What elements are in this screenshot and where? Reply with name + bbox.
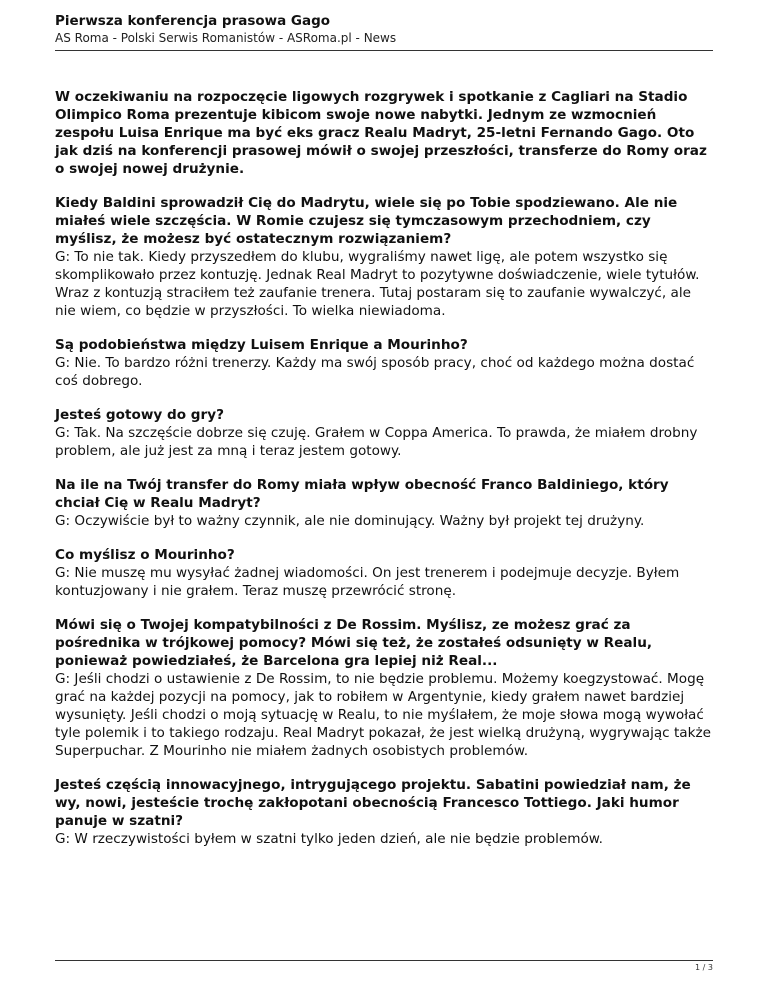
header-divider: [55, 50, 713, 51]
article-intro: W oczekiwaniu na rozpoczęcie ligowych rozgrywek i spotkanie z Cagliari na Stadio Olimpico Roma prezentuje kibicom swoje nowe nabytki. Jednym ze wzmocnień zespołu Luisa Enrique ma być eks gracz Realu Madryt, 25-letni Fernando Gago. Oto jak dziś na konferencji prasowej mówił o swojej przeszłości, transferze do Romy oraz o swojej nowej drużynie.: [55, 89, 707, 177]
interview-question: Na ile na Twój transfer do Romy miała wpływ obecność Franco Baldiniego, który chciał Cię w Realu Madryt?: [55, 477, 669, 511]
qa-item: [55, 616, 715, 760]
interview-answer: G: To nie tak. Kiedy przyszedłem do klubu, wygraliśmy nawet ligę, ale potem wszystko się skomplikowało przez kontuzję. Jednak Real Madryt to pozytywne doświadczenie, wiele tytułów. Wraz z kontuzją straciłem też zaufanie trenera. Tutaj postaram się to zaufanie wywalczyć, ale nie wiem, co będzie w przyszłości. To wielka niewiadoma.: [55, 249, 700, 319]
interview-question: Co myślisz o Mourinho?: [55, 547, 235, 563]
interview-question: Są podobieństwa między Luisem Enrique a Mourinho?: [55, 337, 468, 353]
qa-item: [55, 776, 715, 848]
qa-item: [55, 546, 715, 600]
qa-item: [55, 406, 715, 460]
interview-answer: G: W rzeczywistości byłem w szatni tylko jeden dzień, ale nie będzie problemów.: [55, 831, 603, 847]
interview-question: Jesteś gotowy do gry?: [55, 407, 224, 423]
qa-item: [55, 194, 715, 320]
article-body: [55, 88, 715, 864]
document-title: Pierwsza konferencja prasowa Gago: [55, 13, 331, 29]
document-header: [55, 13, 713, 46]
qa-item: [55, 336, 715, 390]
footer-divider: [55, 960, 713, 961]
interview-answer: G: Tak. Na szczęście dobrze się czuję. Grałem w Coppa America. To prawda, że miałem drobny problem, ale już jest za mną i teraz jestem gotowy.: [55, 425, 698, 459]
interview-answer: G: Oczywiście był to ważny czynnik, ale nie dominujący. Ważny był projekt tej drużyny.: [55, 513, 645, 529]
qa-item: [55, 476, 715, 530]
interview-question: Jesteś częścią innowacyjnego, intrygującego projektu. Sabatini powiedział nam, że wy, nowi, jesteście trochę zakłopotani obecnością Francesco Tottiego. Jaki humor panuje w szatni?: [55, 777, 691, 829]
interview-question: Mówi się o Twojej kompatybilności z De Rossim. Myślisz, ze możesz grać za pośrednika w trójkowej pomocy? Mówi się też, że zostałeś odsunięty w Realu, ponieważ powiedziałeś, że Barcelona gra lepiej niż Real...: [55, 617, 653, 669]
document-subtitle: AS Roma - Polski Serwis Romanistów - ASRoma.pl - News: [55, 31, 397, 45]
interview-answer: G: Jeśli chodzi o ustawienie z De Rossim, to nie będzie problemu. Możemy koegzystować. Mogę grać na każdej pozycji na pomocy, jak to robiłem w Argentynie, kiedy grałem nawet bardziej wysunięty. Jeśli chodzi o moją sytuację w Realu, to nie myślałem, że moje słowa mogą wywołać tyle polemik i to takiego rodzaju. Real Madryt pokazał, że jest wielką drużyną, wygrywając także Superpuchar. Z Mourinho nie miałem żadnych osobistych problemów.: [55, 671, 712, 759]
interview-question: Kiedy Baldini sprowadził Cię do Madrytu, wiele się po Tobie spodziewano. Ale nie miałeś wiele szczęścia. W Romie czujesz się tymczasowym przechodniem, czy myślisz, że możesz być ostatecznym rozwiązaniem?: [55, 195, 678, 247]
page-number: 1 / 3: [695, 963, 713, 972]
interview-answer: G: Nie. To bardzo różni trenerzy. Każdy ma swój sposób pracy, choć od każdego można dostać coś dobrego.: [55, 355, 695, 389]
interview-answer: G: Nie muszę mu wysyłać żadnej wiadomości. On jest trenerem i podejmuje decyzje. Byłem kontuzjowany i nie grałem. Teraz muszę przewrócić stronę.: [55, 565, 680, 599]
